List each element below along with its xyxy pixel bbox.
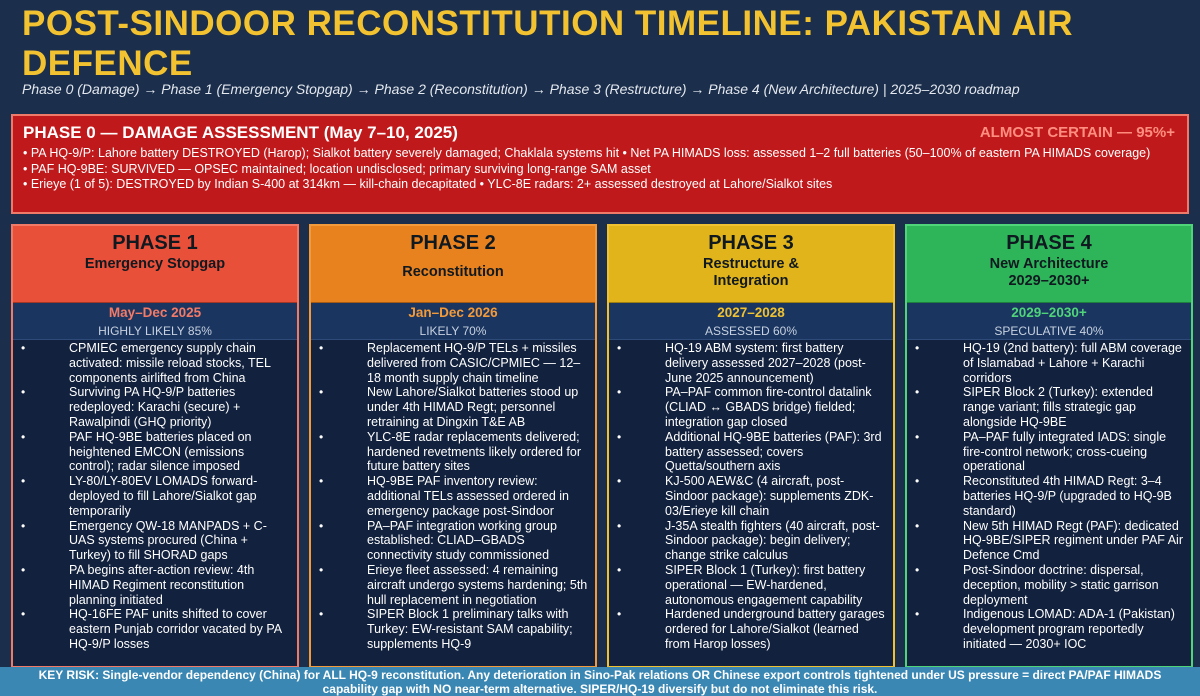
phase4-column [905, 224, 1193, 668]
phase1-header [13, 226, 297, 303]
phase2-dates: Jan–Dec 2026 [311, 303, 595, 323]
phase0-header [23, 122, 1177, 146]
list-item: • PA–PAF integration working group established: CLIAD–GBADS connectivity study commissioned [319, 519, 589, 563]
phase4-header [907, 226, 1191, 303]
list-item: • HQ-19 ABM system: first battery delivery assessed 2027–2028 (post-June 2025 announcement) [617, 341, 887, 385]
page-subtitle: Phase 0 (Damage) → Phase 1 (Emergency Stopgap) → Phase 2 (Reconstitution) → Phase 3 (Restructure) → Phase 4 (New Architecture) | 2025–2030 roadmap [22, 81, 1020, 97]
list-item: • Additional HQ-9BE batteries (PAF): 3rd battery assessed; covers Quetta/southern axis [617, 430, 887, 474]
phase1-dates: May–Dec 2025 [13, 303, 297, 323]
list-item: • New Lahore/Sialkot batteries stood up under 4th HIMAD Regt; personnel retraining at Dingxin T&E AB [319, 385, 589, 429]
list-item: • SIPER Block 1 (Turkey): first battery operational — EW-hardened, autonomous engagement capability [617, 563, 887, 607]
list-item: • CPMIEC emergency supply chain activated: missile reload stocks, TEL components airlifted from China [21, 341, 291, 385]
phase3-subtitle: Restructure & Integration [703, 256, 799, 289]
phase4-subtitle: New Architecture 2029–2030+ [989, 256, 1109, 289]
phase0-line: • PA HQ-9/P: Lahore battery DESTROYED (Harop); Sialkot battery severely damaged; Chaklala systems hit • Net PA HIMADS loss: assessed 1–2 full batteries (50–100% of eastern PA HIMADS coverage) [23, 146, 1151, 160]
list-item: • SIPER Block 1 preliminary talks with Turkey: EW-resistant SAM capability; supplements HQ-9 [319, 607, 589, 651]
list-item: • Indigenous LOMAD: ADA-1 (Pakistan) development program reportedly initiated — 2030+ IOC [915, 607, 1185, 651]
phase0-line: • PAF HQ-9BE: SURVIVED — OPSEC maintained; location undisclosed; primary surviving long-range SAM asset [23, 161, 651, 176]
phase3-name: PHASE 3 [708, 232, 794, 254]
list-item: • KJ-500 AEW&C (4 aircraft, post-Sindoor package): supplements ZDK-03/Erieye kill chain [617, 474, 887, 518]
phase0-lines [23, 146, 1177, 193]
phase4-dates: 2029–2030+ [907, 303, 1191, 323]
phase1-name: PHASE 1 [112, 232, 198, 254]
phase0-panel [11, 114, 1189, 214]
phase0-title: PHASE 0 — DAMAGE ASSESSMENT (May 7–10, 2025) [23, 123, 458, 142]
phase1-confidence: HIGHLY LIKELY 85% [13, 323, 297, 340]
phase1-column [11, 224, 299, 668]
phase4-confidence: SPECULATIVE 40% [907, 323, 1191, 340]
list-item: • Surviving PA HQ-9/P batteries redeployed: Karachi (secure) + Rawalpindi (GHQ priority) [21, 385, 291, 429]
phase1-subtitle: Emergency Stopgap [84, 256, 226, 272]
phase4-items [907, 340, 1191, 652]
phase3-confidence: ASSESSED 60% [609, 323, 893, 340]
phase2-column [309, 224, 597, 668]
phase1-items [13, 340, 297, 652]
list-item: • HQ-16FE PAF units shifted to cover eastern Punjab corridor vacated by PA HQ-9/P losses [21, 607, 291, 651]
phase2-name: PHASE 2 [410, 232, 496, 254]
list-item: • New 5th HIMAD Regt (PAF): dedicated HQ-9BE/SIPER regiment under PAF Air Defence Cmd [915, 519, 1185, 563]
phase2-items [311, 340, 595, 652]
list-item: • SIPER Block 2 (Turkey): extended range variant; fills strategic gap alongside HQ-9BE [915, 385, 1185, 429]
list-item: • J-35A stealth fighters (40 aircraft, post-Sindoor package): begin delivery; change strike calculus [617, 519, 887, 563]
phase2-subtitle: Reconstitution [402, 264, 504, 280]
phase2-confidence: LIKELY 70% [311, 323, 595, 340]
phase3-column [607, 224, 895, 668]
list-item: • Replacement HQ-9/P TELs + missiles delivered from CASIC/CPMIEC — 12–18 month supply chain timeline [319, 341, 589, 385]
list-item: • HQ-9BE PAF inventory review: additional TELs assessed ordered in emergency package post-Sindoor [319, 474, 589, 518]
list-item: • LY-80/LY-80EV LOMADS forward-deployed to fill Lahore/Sialkot gap temporarily [21, 474, 291, 518]
list-item: • PA–PAF common fire-control datalink (CLIAD ↔ GBADS bridge) fielded; integration gap closed [617, 385, 887, 429]
phase2-header [311, 226, 595, 303]
phase3-items [609, 340, 893, 652]
phase3-header [609, 226, 893, 303]
list-item: • HQ-19 (2nd battery): full ABM coverage of Islamabad + Lahore + Karachi corridors [915, 341, 1185, 385]
key-risk-banner: KEY RISK: Single-vendor dependency (China) for ALL HQ-9 reconstitution. Any deterioration in Sino-Pak relations OR Chinese export controls tightened under US pressure = direct PA/PAF HIMADS capability gap with NO near-term alternative. SIPER/HQ-19 diversify but do not eliminate this risk. [0, 667, 1200, 696]
phase0-confidence-badge: ALMOST CERTAIN — 95%+ [979, 124, 1175, 141]
list-item: • Emergency QW-18 MANPADS + C-UAS systems procured (China + Turkey) to fill SHORAD gaps [21, 519, 291, 563]
list-item: • Post-Sindoor doctrine: dispersal, deception, mobility > static garrison deployment [915, 563, 1185, 607]
list-item: • PAF HQ-9BE batteries placed on heightened EMCON (emissions control); radar silence imposed [21, 430, 291, 474]
list-item: • Reconstituted 4th HIMAD Regt: 3–4 batteries HQ-9/P (upgraded to HQ-9B standard) [915, 474, 1185, 518]
phase0-line: • Erieye (1 of 5): DESTROYED by Indian S-400 at 314km — kill-chain decapitated • YLC-8E radars: 2+ assessed destroyed at Lahore/Sialkot sites [23, 177, 833, 191]
phase4-name: PHASE 4 [1006, 232, 1092, 254]
page-title: POST-SINDOOR RECONSTITUTION TIMELINE: PAKISTAN AIR DEFENCE [22, 4, 1074, 83]
list-item: • YLC-8E radar replacements delivered; hardened revetments likely ordered for future battery sites [319, 430, 589, 474]
phase3-dates: 2027–2028 [609, 303, 893, 323]
list-item: • PA–PAF fully integrated IADS: single fire-control network; cross-cueing operational [915, 430, 1185, 474]
list-item: • PA begins after-action review: 4th HIMAD Regiment reconstitution planning initiated [21, 563, 291, 607]
list-item: • Hardened underground battery garages ordered for Lahore/Sialkot (learned from Harop losses) [617, 607, 887, 651]
list-item: • Erieye fleet assessed: 4 remaining aircraft undergo systems hardening; 5th hull replacement in negotiation [319, 563, 589, 607]
